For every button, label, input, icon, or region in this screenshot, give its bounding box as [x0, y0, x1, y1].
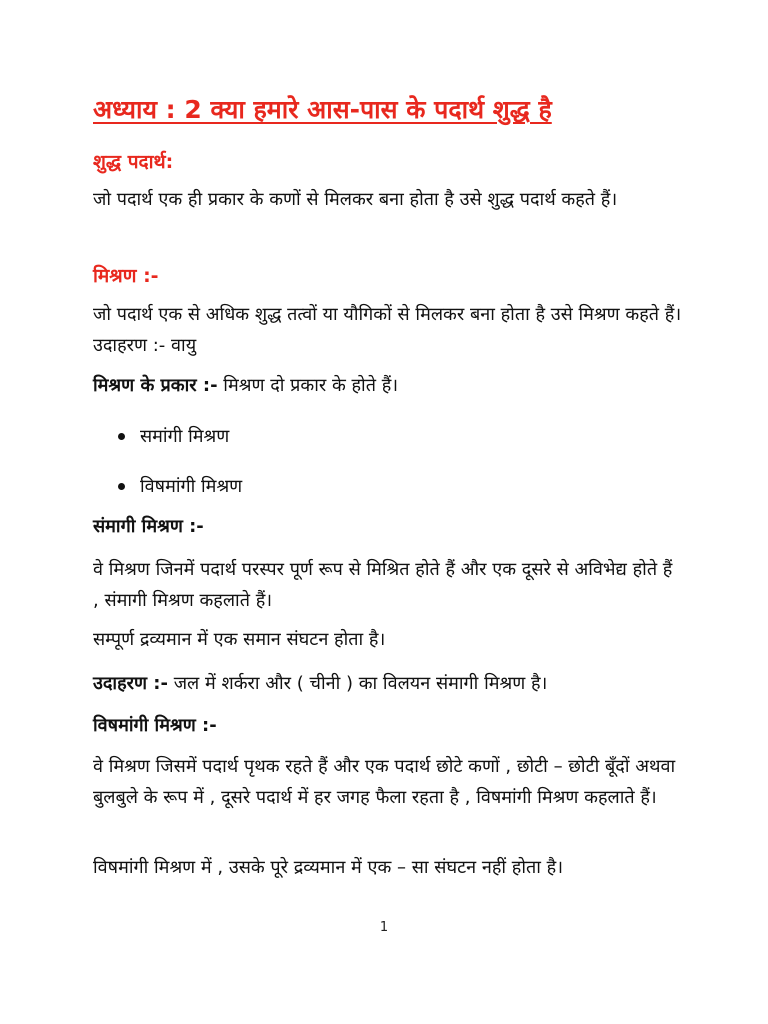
heading-homogeneous: संमागी मिश्रण :-: [93, 516, 204, 537]
heterogeneous-composition: विषमांगी मिश्रण में , उसके पूरे द्रव्यमान में एक – सा संघटन नहीं होता है।: [93, 857, 564, 878]
chapter-title: अध्याय : 2 क्या हमारे आस-पास के पदार्थ शुद्ध है: [93, 95, 552, 124]
page-number: 1: [379, 920, 389, 935]
heterogeneous-definition: वे मिश्रण जिसमें पदार्थ पृथक रहते हैं और एक पदार्थ छोटे कणों , छोटी – छोटी बूँदों अथवा बुलबुले के रूप में , दूसरे पदार्थ में हर जगह फैला रहता है , विषमांगी मिश्रण कहलाते हैं।: [93, 756, 676, 808]
homogeneous-example: [93, 668, 683, 699]
heading-pure-substance: शुद्ध पदार्थ:: [93, 151, 174, 173]
mixture-definition: जो पदार्थ एक से अधिक शुद्ध तत्वों या यौगिकों से मिलकर बना होता है उसे मिश्रण कहते हैं। उदाहरण :- वायु: [93, 304, 682, 356]
mixture-types-line: [93, 370, 683, 401]
heading-mixture: मिश्रण :-: [93, 265, 159, 287]
example-label: उदाहरण :-: [93, 673, 168, 694]
homogeneous-definition: वे मिश्रण जिनमें पदार्थ परस्पर पूर्ण रूप से मिश्रित होते हैं और एक दूसरे से अविभेद्य होते हैं , संमागी मिश्रण कहलाते हैं।: [93, 559, 673, 611]
heading-heterogeneous: विषमांगी मिश्रण :-: [93, 715, 217, 736]
mixture-types-text: मिश्रण दो प्रकार के होते हैं।: [217, 375, 399, 396]
bullet-icon: [118, 483, 125, 490]
example-text: जल में शर्करा और ( चीनी ) का विलयन संमागी मिश्रण है।: [167, 673, 548, 694]
list-item: [118, 474, 242, 498]
bullet-icon: [118, 433, 125, 440]
homogeneous-composition: सम्पूर्ण द्रव्यमान में एक समान संघटन होता है।: [93, 629, 386, 650]
mixture-types-label: मिश्रण के प्रकार :-: [93, 375, 218, 396]
list-item-label: समांगी मिश्रण: [140, 426, 230, 447]
pure-substance-definition: जो पदार्थ एक ही प्रकार के कणों से मिलकर बना होता है उसे शुद्ध पदार्थ कहते हैं।: [93, 189, 618, 210]
list-item: [118, 424, 229, 448]
list-item-label: विषमांगी मिश्रण: [140, 476, 243, 497]
